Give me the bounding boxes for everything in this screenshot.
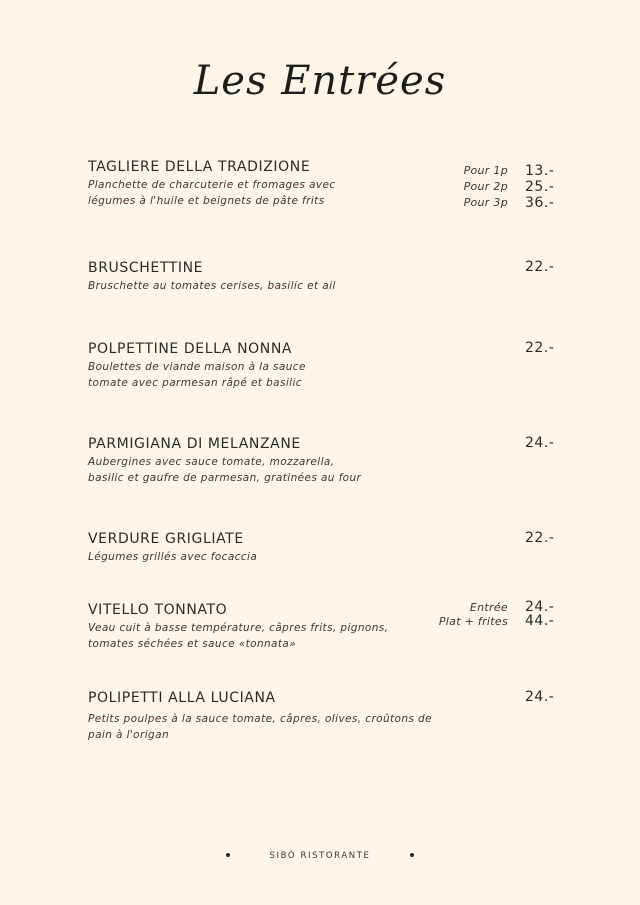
item-description — [88, 359, 558, 391]
price-label: Pour 1p — [463, 164, 508, 177]
price: 25.- — [525, 179, 555, 195]
price: 24.- — [525, 435, 555, 451]
item-description — [88, 711, 558, 743]
description-line: Petits poulpes à la sauce tomate, câpres, olives, croûtons de — [88, 713, 432, 725]
menu-item-polpettine — [88, 340, 558, 391]
footer-dot-right — [410, 853, 414, 857]
menu-item-verdure — [88, 530, 558, 565]
description-line: tomate avec parmesan râpé et basilic — [88, 377, 302, 389]
item-description — [88, 278, 558, 294]
menu-item-polipetti — [88, 689, 558, 743]
item-description — [88, 454, 558, 486]
footer-restaurant-name: SIBÒ RISTORANTE — [269, 851, 371, 861]
menu-item-parmigiana — [88, 435, 558, 486]
price: 24.- — [525, 689, 555, 705]
description-line: tomates séchées et sauce «tonnata» — [88, 638, 297, 650]
description-line: Planchette de charcuterie et fromages avec — [88, 179, 336, 191]
price: 36.- — [525, 195, 555, 211]
item-name: VERDURE GRIGLIATE — [88, 531, 244, 547]
description-line: Veau cuit à basse température, câpres frits, pignons, — [88, 622, 389, 634]
price-label: Plat + frites — [438, 615, 508, 628]
price-label: Entrée — [469, 601, 508, 614]
price: 22.- — [525, 340, 555, 356]
description-line: Bruschette au tomates cerises, basilic et ail — [88, 280, 336, 292]
description-line: Boulettes de viande maison à la sauce — [88, 361, 306, 373]
item-name: POLPETTINE DELLA NONNA — [88, 341, 293, 357]
description-line: basilic et gaufre de parmesan, gratinées au four — [88, 472, 362, 484]
price: 22.- — [525, 530, 555, 546]
menu-item-bruschettine — [88, 259, 558, 294]
item-name: PARMIGIANA DI MELANZANE — [88, 436, 301, 452]
price: 22.- — [525, 259, 555, 275]
price: 44.- — [525, 613, 555, 629]
price-label: Pour 3p — [463, 196, 508, 209]
price: 13.- — [525, 163, 555, 179]
description-line: Aubergines avec sauce tomate, mozzarella, — [88, 456, 335, 468]
item-description — [88, 549, 558, 565]
description-line: Légumes grillés avec focaccia — [88, 551, 258, 563]
item-name: TAGLIERE DELLA TRADIZIONE — [88, 159, 311, 175]
description-line: légumes à l'huile et beignets de pâte frits — [88, 195, 325, 207]
item-name: POLIPETTI ALLA LUCIANA — [88, 690, 276, 706]
price: 24.- — [525, 599, 555, 615]
item-name: VITELLO TONNATO — [88, 602, 228, 618]
price-label: Pour 2p — [463, 180, 508, 193]
description-line: pain à l'origan — [88, 729, 169, 741]
page-title: Les Entrées — [193, 58, 447, 104]
item-name: BRUSCHETTINE — [88, 260, 204, 276]
